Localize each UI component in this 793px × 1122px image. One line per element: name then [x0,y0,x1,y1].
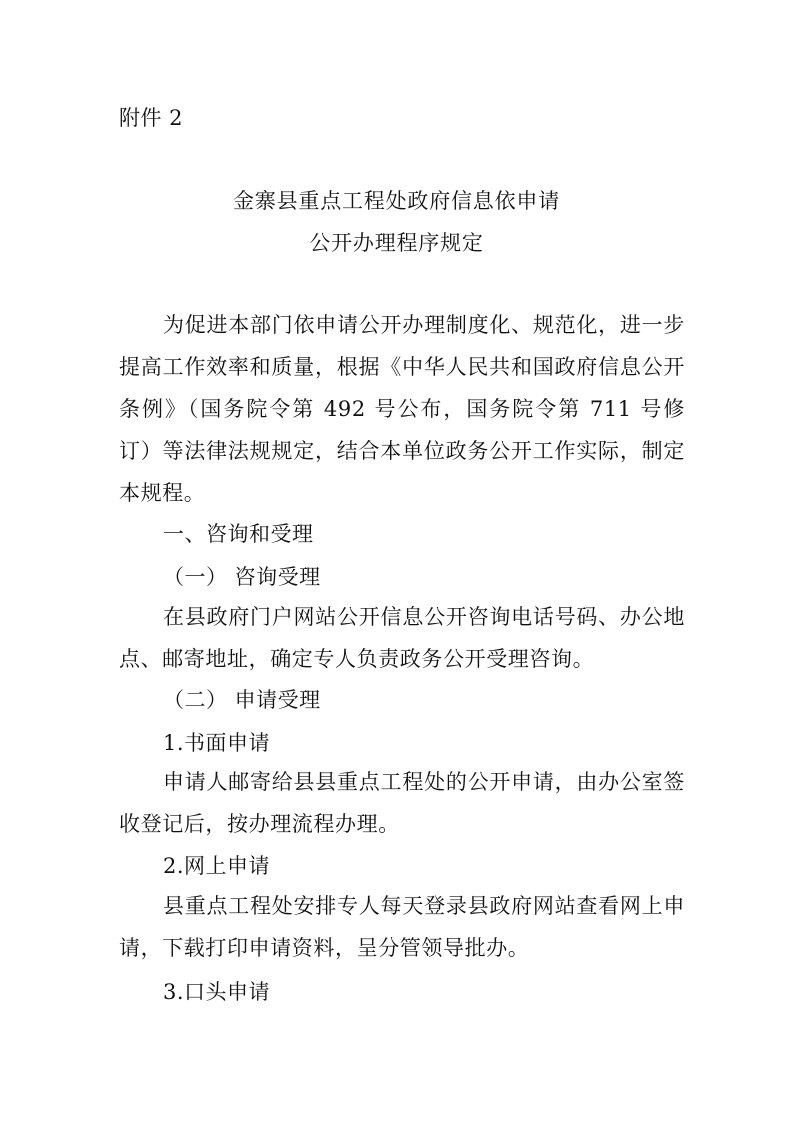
item-2-heading: 2.网上申请 [163,854,271,878]
subsection-1-heading: （一） 咨询受理 [163,565,321,589]
item-3-heading: 3.口头申请 [163,980,271,1004]
document-title-line-2: 公开办理程序规定 [309,231,484,255]
item-1-paragraph: 申请人邮寄给县县重点工程处的公开申请，由办公室签收登记后，按办理流程办理。 [119,770,685,836]
intro-paragraph: 为促进本部门依申请公开办理制度化、规范化，进一步提高工作效率和质量，根据《中华人民共和国政府信息公开条例》（国务院令第 492 号公布，国务院令第 711 号修订）等法律法规规定，结合本单位政务公开工作实际，制定本规程。 [119,313,685,505]
subsection-2-heading: （二） 申请受理 [163,688,321,712]
document-title-line-1: 金寨县重点工程处政府信息依申请 [233,189,560,213]
section-1-heading: 一、咨询和受理 [163,522,314,546]
item-2-paragraph: 县重点工程处安排专人每天登录县政府网站查看网上申请，下载打印申请资料，呈分管领导批办。 [119,894,685,960]
attachment-label: 附件 2 [119,106,184,130]
item-1-heading: 1.书面申请 [163,731,271,755]
subsection-1-paragraph: 在县政府门户网站公开信息公开咨询电话号码、办公地点、邮寄地址，确定专人负责政务公开受理咨询。 [119,605,685,671]
